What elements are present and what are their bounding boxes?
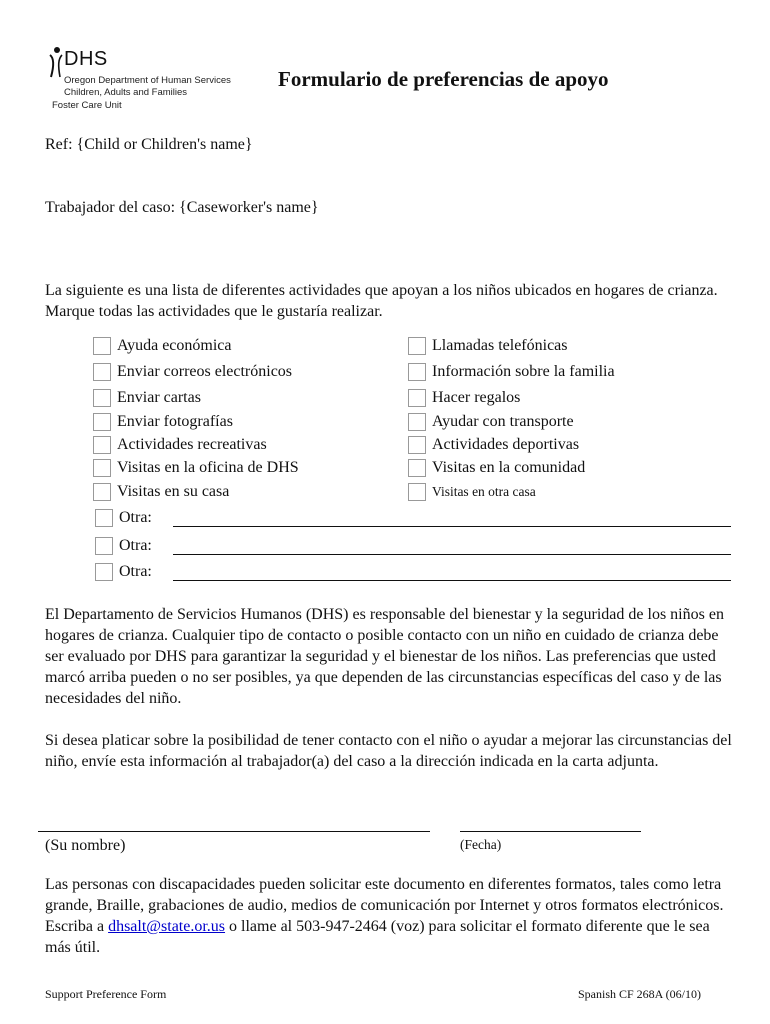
activity-label: Información sobre la familia bbox=[432, 363, 615, 380]
checkbox[interactable] bbox=[93, 363, 111, 381]
checkbox[interactable] bbox=[408, 459, 426, 477]
accessibility-text-end: o llame al 503-947-2464 (voz) para solicitar el formato diferente que le sea más útil. bbox=[45, 918, 710, 956]
activity-option-right[interactable] bbox=[408, 411, 574, 433]
person-figure-icon bbox=[46, 46, 66, 78]
dhs-logo bbox=[46, 44, 256, 114]
activity-label: Enviar fotografías bbox=[117, 413, 233, 430]
contact-paragraph: Si desea platicar sobre la posibilidad de tener contacto con el niño o ayudar a mejorar las circunstancias del niño, envíe esta información al trabajador(a) del caso a la dirección indicada en la carta adjunta. bbox=[45, 732, 732, 770]
activity-label: Visitas en otra casa bbox=[432, 484, 536, 499]
activity-label: Actividades deportivas bbox=[432, 436, 580, 453]
activity-option-right[interactable] bbox=[408, 361, 615, 383]
activity-option-left[interactable] bbox=[93, 434, 267, 456]
activity-label: Enviar correos electrónicos bbox=[117, 363, 293, 380]
activity-option-left[interactable] bbox=[93, 411, 233, 433]
caseworker-line bbox=[45, 197, 319, 218]
activity-label: Hacer regalos bbox=[432, 389, 521, 406]
footer-form-name: Support Preference Form bbox=[45, 987, 167, 1001]
other-option[interactable] bbox=[95, 561, 152, 583]
activity-option-right[interactable] bbox=[408, 457, 585, 479]
unit-name: Foster Care Unit bbox=[52, 100, 122, 111]
activity-option-right[interactable] bbox=[408, 481, 536, 503]
dhs-responsibility-paragraph: El Departamento de Servicios Humanos (DHS) es responsable del bienestar y la seguridad de los niños en hogares de crianza. Cualquier tipo de contacto o posible contacto con un niño en cuidado de crianza debe ser evaluado por DHS para garantizar la seguridad y el bienestar de los niños. Las preferencias que usted marcó arriba pueden o no ser posibles, ya que dependen de las circunstancias específicas del caso y de las necesidades del niño. bbox=[45, 606, 724, 707]
checkbox[interactable] bbox=[95, 563, 113, 581]
checkbox[interactable] bbox=[408, 337, 426, 355]
checkbox[interactable] bbox=[408, 483, 426, 501]
date-line[interactable] bbox=[460, 831, 641, 832]
logo-text: DHS bbox=[64, 48, 108, 70]
checkbox[interactable] bbox=[408, 413, 426, 431]
activity-option-left[interactable] bbox=[93, 481, 229, 503]
activity-option-left[interactable] bbox=[93, 361, 292, 383]
other-label: Otra: bbox=[119, 509, 152, 526]
checkbox[interactable] bbox=[408, 363, 426, 381]
activity-label: Ayuda económica bbox=[117, 337, 232, 354]
checkbox[interactable] bbox=[93, 337, 111, 355]
activity-option-right[interactable] bbox=[408, 387, 520, 409]
other-input-line[interactable] bbox=[173, 526, 731, 527]
other-input-line[interactable] bbox=[173, 554, 731, 555]
checkbox[interactable] bbox=[93, 389, 111, 407]
email-link[interactable]: dhsalt@state.or.us bbox=[108, 918, 226, 935]
activity-option-left[interactable] bbox=[93, 335, 231, 357]
checkbox[interactable] bbox=[95, 537, 113, 555]
activity-label: Visitas en la comunidad bbox=[432, 459, 586, 476]
accessibility-paragraph bbox=[45, 874, 735, 958]
other-label: Otra: bbox=[119, 537, 152, 554]
caseworker-label: Trabajador del caso: bbox=[45, 199, 176, 216]
activity-label: Visitas en su casa bbox=[117, 483, 230, 500]
checkbox[interactable] bbox=[93, 436, 111, 454]
activity-option-right[interactable] bbox=[408, 434, 579, 456]
accessibility-text: Las personas con discapacidades pueden solicitar este documento en diferentes formatos, tales como letra grande, Braille, grabaciones de audio, medios de comunicación por Internet y otros formatos electrónicos. Escriba a bbox=[45, 876, 724, 935]
ref-line bbox=[45, 134, 253, 155]
other-option[interactable] bbox=[95, 507, 152, 529]
checkbox[interactable] bbox=[93, 413, 111, 431]
activity-label: Visitas en la oficina de DHS bbox=[117, 459, 299, 476]
checkbox[interactable] bbox=[408, 436, 426, 454]
other-label: Otra: bbox=[119, 563, 152, 580]
activity-option-right[interactable] bbox=[408, 335, 568, 357]
footer-form-code: Spanish CF 268A (06/10) bbox=[578, 987, 702, 1001]
activity-label: Actividades recreativas bbox=[117, 436, 267, 453]
name-signature-line[interactable] bbox=[38, 831, 430, 832]
checkbox[interactable] bbox=[93, 483, 111, 501]
department-name: Oregon Department of Human Services bbox=[64, 75, 231, 86]
ref-value[interactable]: {Child or Children's name} bbox=[76, 136, 253, 153]
activity-label: Llamadas telefónicas bbox=[432, 337, 568, 354]
division-name: Children, Adults and Families bbox=[64, 87, 188, 98]
other-option[interactable] bbox=[95, 535, 152, 557]
caseworker-value[interactable]: {Caseworker's name} bbox=[179, 199, 319, 216]
date-label: (Fecha) bbox=[460, 837, 502, 852]
intro-paragraph: La siguiente es una lista de diferentes actividades que apoyan a los niños ubicados en hogares de crianza. Marque todas las actividades que le gustaría realizar. bbox=[45, 282, 718, 320]
activity-option-left[interactable] bbox=[93, 457, 299, 479]
name-label: (Su nombre) bbox=[45, 837, 126, 854]
other-input-line[interactable] bbox=[173, 580, 731, 581]
activity-label: Ayudar con transporte bbox=[432, 413, 574, 430]
checkbox[interactable] bbox=[408, 389, 426, 407]
activity-label: Enviar cartas bbox=[117, 389, 201, 406]
checkbox[interactable] bbox=[93, 459, 111, 477]
checkbox[interactable] bbox=[95, 509, 113, 527]
form-title: Formulario de preferencias de apoyo bbox=[278, 67, 609, 91]
activity-option-left[interactable] bbox=[93, 387, 201, 409]
ref-label: Ref: bbox=[45, 136, 73, 153]
